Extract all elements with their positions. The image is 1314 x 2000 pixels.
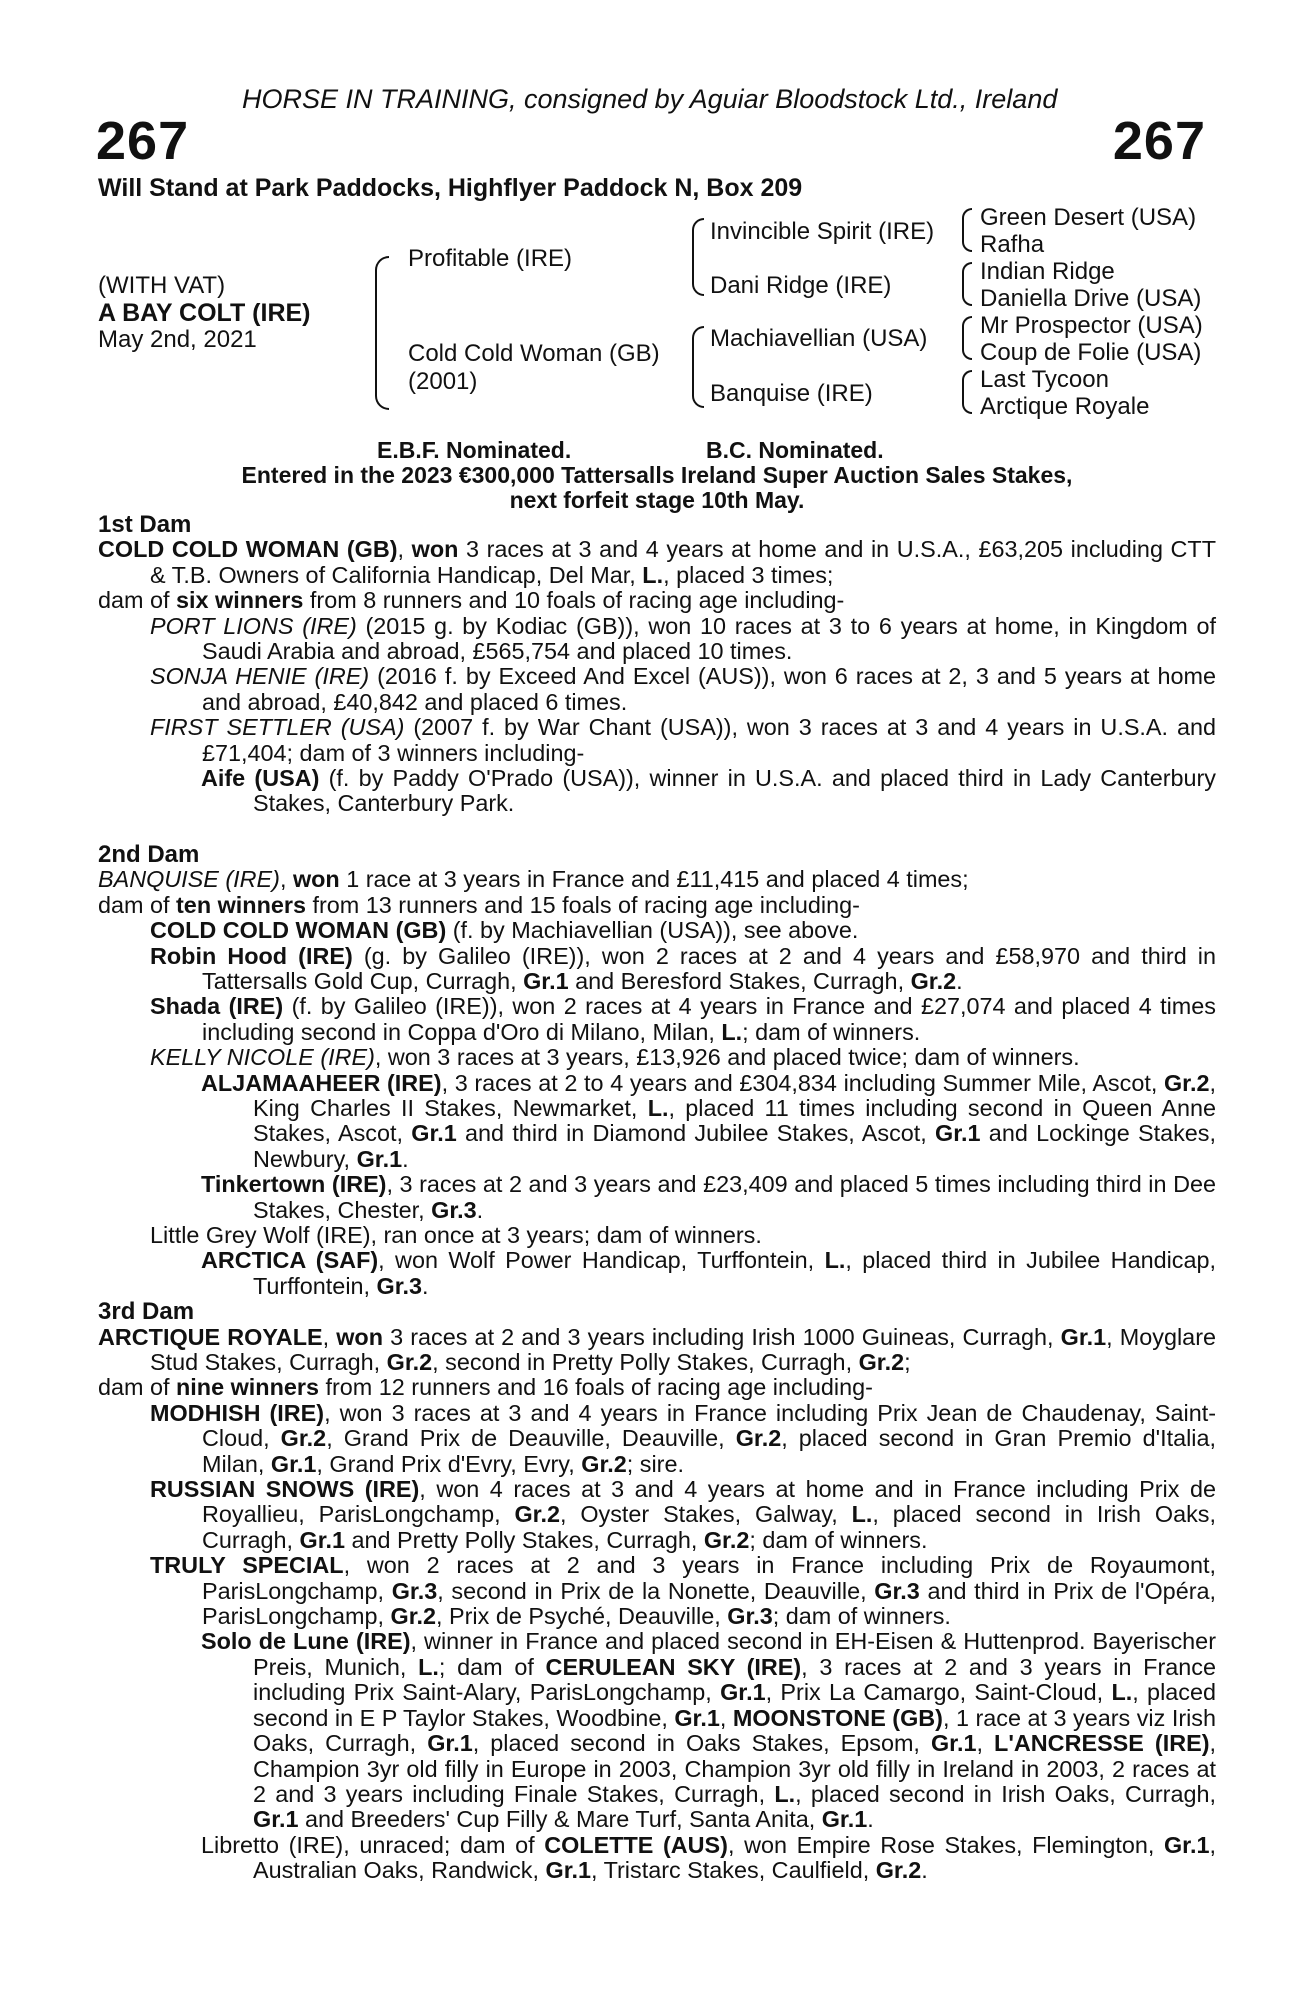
entry-line-1: Entered in the 2023 €300,000 Tattersalls Ireland Super Auction Sales Stakes, xyxy=(241,462,1073,488)
grandsire-8: Arctique Royale xyxy=(980,393,1150,420)
pedigree-brace-main xyxy=(375,256,389,410)
grandsire-7: Last Tycoon xyxy=(980,366,1109,393)
produce-entry: Solo de Lune (IRE), winner in France and placed second in EH-Eisen & Huttenprod. Bayerischer Preis, Munich, L.; dam of CERULEAN SKY (IRE), 3 races at 2 and 3 years in France including Prix Saint-Alary, ParisLongchamp, Gr.1, Prix La Camargo, Saint-Cloud, L., placed second in E P Taylor Stakes, Woodbine, Gr.1, MOONSTONE (GB), 1 race at 3 years viz Irish Oaks, Curragh, Gr.1, placed second in Oaks Stakes, Epsom, Gr.1, L'ANCRESSE (IRE), Champion 3yr old filly in Europe in 2003, Champion 3yr old filly in Ireland in 2003, 2 races at 2 and 3 years including Finale Stakes, Curragh, L., placed second in Irish Oaks, Curragh, Gr.1 and Breeders' Cup Filly & Mare Turf, Santa Anita, Gr.1. xyxy=(201,1628,1217,1833)
stand-location: Will Stand at Park Paddocks, Highflyer Paddock N, Box 209 xyxy=(98,174,803,202)
second-dam-entry: BANQUISE (IRE), won 1 race at 3 years in France and £11,415 and placed 4 times; xyxy=(98,866,969,893)
third-dam-entry: ARCTIQUE ROYALE, won 3 races at 2 and 3 years including Irish 1000 Guineas, Curragh, Gr.1, Moyglare Stud Stakes, Curragh, Gr.2, second in Pretty Polly Stakes, Curragh, Gr.2; xyxy=(98,1323,1216,1375)
sire-dam: Dani Ridge (IRE) xyxy=(710,272,892,299)
dam-sire: Machiavellian (USA) xyxy=(710,325,928,352)
produce-entry: FIRST SETTLER (USA) (2007 f. by War Chant (USA)), won 3 races at 3 and 4 years in U.S.A. and £71,404; dam of 3 winners including- xyxy=(150,714,1216,766)
first-dam-produce-summary: dam of six winners from 8 runners and 10 foals of racing age including- xyxy=(98,587,845,614)
produce-entry: MODHISH (IRE), won 3 races at 3 and 4 years in France including Prix Jean de Chaudenay, Saint-Cloud, Gr.2, Grand Prix de Deauville, Deauville, Gr.2, placed second in Gran Premio d'Italia, Milan, Gr.1, Grand Prix d'Evry, Evry, Gr.2; sire. xyxy=(150,1399,1216,1477)
ebf-nomination: E.B.F. Nominated. xyxy=(377,437,572,463)
produce-entry: RUSSIAN SNOWS (IRE), won 4 races at 3 and 4 years at home and in France including Prix de Royallieu, ParisLongchamp, Gr.2, Oyster Stakes, Galway, L., placed second in Irish Oaks, Curragh, Gr.1 and Pretty Polly Stakes, Curragh, Gr.2; dam of winners. xyxy=(150,1476,1216,1553)
grandsire-5: Mr Prospector (USA) xyxy=(980,312,1203,339)
produce-entry: TRULY SPECIAL, won 2 races at 2 and 3 years in France including Prix de Royaumont, ParisLongchamp, Gr.3, second in Prix de la Nonette, Deauville, Gr.3 and third in Prix de l'Opéra, ParisLongchamp, Gr.2, Prix de Psyché, Deauville, Gr.3; dam of winners. xyxy=(150,1552,1217,1630)
entry-line-2: next forfeit stage 10th May. xyxy=(509,487,805,513)
grandsire-6: Coup de Folie (USA) xyxy=(980,339,1202,366)
grandsire-2: Rafha xyxy=(980,231,1045,258)
third-dam-produce-summary: dam of nine winners from 12 runners and 16 foals of racing age including- xyxy=(98,1374,873,1401)
produce-entry: Little Grey Wolf (IRE), ran once at 3 years; dam of winners. xyxy=(150,1221,762,1248)
vat-note: (WITH VAT) xyxy=(98,272,226,299)
produce-entry: COLD COLD WOMAN (GB) (f. by Machiavellian (USA)), see above. xyxy=(150,917,859,944)
produce-entry: SONJA HENIE (IRE) (2016 f. by Exceed And Excel (AUS)), won 6 races at 2, 3 and 5 years at home and abroad, £40,842 and placed 6 times. xyxy=(150,663,1217,715)
sire-name: Profitable (IRE) xyxy=(408,245,573,272)
produce-entry: KELLY NICOLE (IRE), won 3 races at 3 years, £13,926 and placed twice; dam of winners. xyxy=(150,1044,1080,1071)
section-1st-dam: 1st Dam xyxy=(98,511,192,538)
produce-entry: ARCTICA (SAF), won Wolf Power Handicap, Turffontein, L., placed third in Jubilee Handicap, Turffontein, Gr.3. xyxy=(201,1247,1217,1299)
dam-year: (2001) xyxy=(408,368,478,395)
produce-entry: PORT LIONS (IRE) (2015 g. by Kodiac (GB)), won 10 races at 3 to 6 years at home, in Kingdom of Saudi Arabia and abroad, £565,754 and placed 10 times. xyxy=(150,612,1216,665)
foaling-date: May 2nd, 2021 xyxy=(98,326,257,353)
pedigree-brace-g3 xyxy=(962,316,972,360)
catalogue-body xyxy=(98,512,1216,1884)
produce-entry: Tinkertown (IRE), 3 races at 2 and 3 years and £23,409 and placed 5 times including third in Dee Stakes, Chester, Gr.3. xyxy=(201,1171,1216,1223)
first-dam-entry: COLD COLD WOMAN (GB), won 3 races at 3 and 4 years at home and in U.S.A., £63,205 including CTT & T.B. Owners of California Handicap, Del Mar, L., placed 3 times; xyxy=(98,536,1217,588)
pedigree-brace-g4 xyxy=(962,370,972,414)
produce-entry: ALJAMAAHEER (IRE), 3 races at 2 to 4 years and £304,834 including Summer Mile, Ascot, Gr.2, King Charles II Stakes, Newmarket, L., placed 11 times including second in Queen Anne Stakes, Ascot, Gr.1 and third in Diamond Jubilee Stakes, Ascot, Gr.1 and Lockinge Stakes, Newbury, Gr.1. xyxy=(201,1069,1216,1172)
grandsire-4: Daniella Drive (USA) xyxy=(980,285,1202,312)
produce-entry: Shada (IRE) (f. by Galileo (IRE)), won 2 races at 4 years in France and £27,074 and placed 4 times including second in Coppa d'Oro di Milano, Milan, L.; dam of winners. xyxy=(150,993,1216,1045)
grandsire-1: Green Desert (USA) xyxy=(980,204,1197,231)
pedigree-brace-sire xyxy=(692,218,704,296)
section-2nd-dam: 2nd Dam xyxy=(98,840,200,868)
produce-entry: Robin Hood (IRE) (g. by Galileo (IRE)), won 2 races at 2 and 4 years and £58,970 and third in Tattersalls Gold Cup, Curragh, Gr.1 and Beresford Stakes, Curragh, Gr.2. xyxy=(150,942,1216,994)
section-3rd-dam: 3rd Dam xyxy=(98,1298,195,1326)
pedigree-brace-g1 xyxy=(962,208,972,252)
consignment-header: HORSE IN TRAINING, consigned by Aguiar Bloodstock Ltd., Ireland xyxy=(242,84,1058,114)
dam-name: Cold Cold Woman (GB) xyxy=(408,340,660,367)
pedigree-brace-g2 xyxy=(962,262,972,306)
dam-dam: Banquise (IRE) xyxy=(710,380,873,407)
produce-entry: Libretto (IRE), unraced; dam of COLETTE (AUS), won Empire Rose Stakes, Flemington, Gr.1, Australian Oaks, Randwick, Gr.1, Tristarc Stakes, Caulfield, Gr.2. xyxy=(201,1831,1216,1884)
sire-sire: Invincible Spirit (IRE) xyxy=(710,218,935,245)
pedigree-brace-dam xyxy=(692,326,704,408)
grandsire-3: Indian Ridge xyxy=(980,258,1115,285)
horse-name: A BAY COLT (IRE) xyxy=(98,299,311,327)
lot-number-right: 267 xyxy=(1112,111,1206,171)
bc-nomination: B.C. Nominated. xyxy=(706,437,884,463)
lot-number-left: 267 xyxy=(96,111,190,171)
second-dam-produce-summary: dam of ten winners from 13 runners and 15 foals of racing age including- xyxy=(98,891,860,918)
produce-entry: Aife (USA) (f. by Paddy O'Prado (USA)), winner in U.S.A. and placed third in Lady Canterbury Stakes, Canterbury Park. xyxy=(201,765,1217,817)
